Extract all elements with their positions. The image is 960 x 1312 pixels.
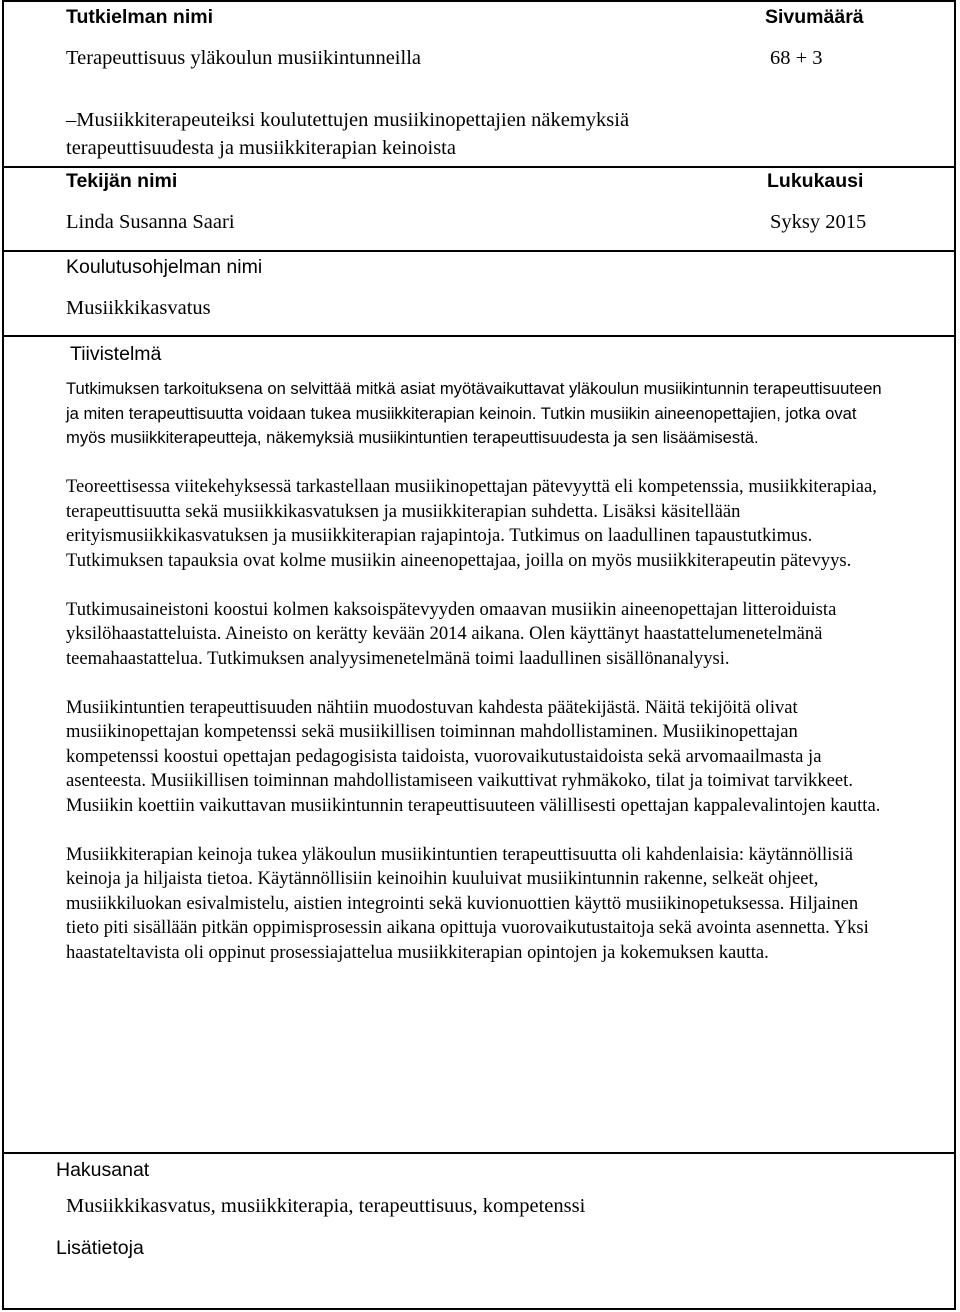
abstract-paragraph: Teoreettisessa viitekehyksessä tarkastellaan musiikinopettajan pätevyyttä eli kompetenssia, musiikkiterapiaa, terapeuttisuutta sekä musiikkikasvatuksen ja musiikkiterapian suhdetta. Lisäksi käsitellään erityismusiikkikasvatuksen ja musiikkiterapian rajapintoja. Tutkimus on laadullinen tapaustutkimus. Tutkimuksen tapauksia ovat kolme musiikin aineenopettajaa, joilla on myös musiikkiterapeutin pätevyys. <box>66 476 877 571</box>
abstract-body <box>66 377 892 990</box>
pages-value: 68 + 3 <box>770 47 823 69</box>
semester-label: Lukukausi <box>767 170 864 192</box>
abstract-paragraph: Musiikintuntien terapeuttisuuden nähtiin muodostuvan kahdesta päätekijästä. Näitä tekijöitä olivat musiikinopettajan kompetenssi sekä musiikillisen toiminnan mahdollistaminen. Musiikinopettajan kompetenssi koostui opettajan pedagogisista taidoista, vuorovaikutustaidoista sekä arvomaailmasta ja asenteesta. Musiikillisen toiminnan mahdollistamiseen vaikuttivat ryhmäkoko, tilat ja toimivat tarvikkeet. Musiikin koettiin vaikuttavan musiikintunnin terapeuttisuuteen välillisesti opettajan kappalevalintojen kautta. <box>66 696 881 816</box>
keywords-value: Musiikkikasvatus, musiikkiterapia, terapeuttisuus, kompetenssi <box>66 1195 586 1217</box>
abstract-paragraph: Musiikkiterapian keinoja tukea yläkoulun musiikintuntien terapeuttisuutta oli kahdenlaisia: käytännöllisiä keinoja ja hiljaista tietoa. Käytännöllisiin keinoihin kuuluivat musiikintunnin rakenne, selkeät ohjeet, musiikkiluokan esivalmistelu, aistien integrointi sekä kuvionuottien käyttö musiikinopetuksessa. Hiljainen tieto piti sisällään pitkän oppimisprosessin aikana opittuja vuorovaikutustaitoja sekä avointa asennetta. Yksi haastateltavista oli oppinut prosessiajattelua musiikkiterapian opintojen ja kokemuksen kautta. <box>66 843 869 963</box>
programme-label: Koulutusohjelman nimi <box>66 256 263 278</box>
keywords-label: Hakusanat <box>56 1159 150 1181</box>
divider-abstract <box>2 335 956 337</box>
additional-info-label: Lisätietoja <box>56 1237 144 1259</box>
programme-value: Musiikkikasvatus <box>66 297 211 319</box>
abstract-paragraph: Tutkimuksen tarkoituksena on selvittää mitkä asiat myötävaikuttavat yläkoulun musiikintunnin terapeuttisuuteen ja miten terapeuttisuutta voidaan tukea musiikkiterapian keinoin. Tutkin musiikin aineenopettajien, jotka ovat myös musiikkiterapeutteja, näkemyksiä musiikintuntien terapeuttisuudesta ja sen lisäämisestä. <box>66 379 882 447</box>
thesis-title-label: Tutkielman nimi <box>66 6 213 28</box>
divider-keywords <box>2 1152 956 1154</box>
pages-label: Sivumäärä <box>765 6 864 28</box>
divider-programme <box>2 250 956 252</box>
divider-author <box>2 166 956 168</box>
author-name: Linda Susanna Saari <box>66 211 235 233</box>
thesis-subtitle-line-1: –Musiikkiterapeuteiksi koulutettujen musiikinopettajien näkemyksiä <box>66 109 630 131</box>
semester-value: Syksy 2015 <box>770 211 867 233</box>
abstract-label: Tiivistelmä <box>70 343 162 365</box>
author-label: Tekijän nimi <box>66 170 178 192</box>
thesis-title: Terapeuttisuus yläkoulun musiikintunneilla <box>66 47 421 69</box>
abstract-paragraph: Tutkimusaineistoni koostui kolmen kaksoispätevyyden omaavan musiikin aineenopettajan litteroiduista yksilöhaastatteluista. Aineisto on kerätty kevään 2014 aikana. Olen käyttänyt haastattelumenetelmänä teemahaastattelua. Tutkimuksen analyysimenetelmänä toimi laadullinen sisällönanalyysi. <box>66 598 837 669</box>
thesis-subtitle-line-2: terapeuttisuudesta ja musiikkiterapian keinoista <box>66 137 456 159</box>
